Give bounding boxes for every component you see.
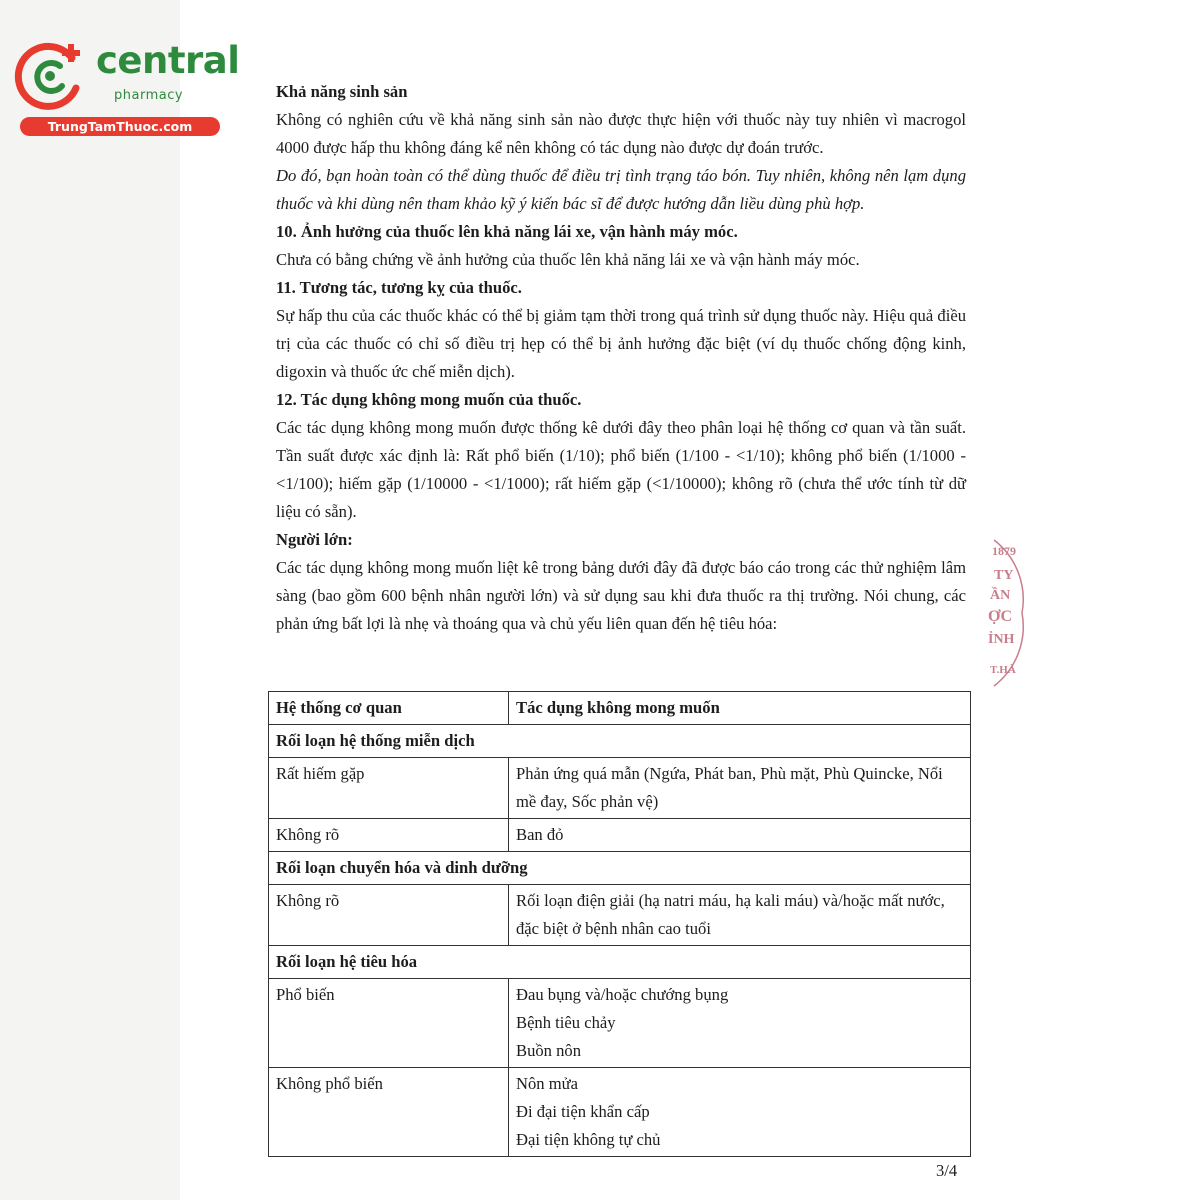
- stamp-text: ỢC: [988, 608, 1012, 625]
- interactions-heading: 11. Tương tác, tương kỵ của thuốc.: [276, 278, 522, 297]
- stamp-text: ỈNH: [988, 632, 1015, 647]
- table-header-row: [269, 692, 971, 725]
- table-group-row: [269, 946, 971, 979]
- header-organ-system: Hệ thống cơ quan: [269, 692, 509, 725]
- frequency-cell: Không rõ: [269, 885, 509, 946]
- document-content: [276, 78, 966, 638]
- effect-line: Đại tiện không tự chủ: [516, 1130, 661, 1149]
- frequency-cell: Phổ biến: [269, 979, 509, 1068]
- group-metabolism: Rối loạn chuyển hóa và dinh dưỡng: [269, 852, 971, 885]
- adverse-heading: 12. Tác dụng không mong muốn của thuốc.: [276, 390, 582, 409]
- effect-cell: [509, 885, 971, 946]
- table-row: [269, 819, 971, 852]
- effect-line: Bệnh tiêu chảy: [516, 1013, 616, 1032]
- adults-body: Các tác dụng không mong muốn liệt kê trong bảng dưới đây đã được báo cáo trong các thử nghiệm lâm sàng (bao gồm 600 bệnh nhân người lớn) và sử dụng sau khi đưa thuốc ra thị trường. Nói chung, các phản ứng bất lợi là nhẹ và thoáng qua và chủ yếu liên quan đến hệ tiêu hóa:: [276, 558, 966, 633]
- fertility-heading: Khả năng sinh sản: [276, 82, 408, 101]
- effect-cell: [509, 819, 971, 852]
- effect-cell: [509, 758, 971, 819]
- fertility-body: Không có nghiên cứu về khả năng sinh sản nào được thực hiện với thuốc này tuy nhiên vì macrogol 4000 được hấp thu không đáng kể nên không có tác dụng nào được dự đoán trước.: [276, 110, 966, 157]
- frequency-cell: Không phổ biến: [269, 1068, 509, 1157]
- adults-heading: Người lớn:: [276, 530, 353, 549]
- table-row: [269, 758, 971, 819]
- logo-brand: central: [96, 39, 240, 82]
- table-group-row: [269, 852, 971, 885]
- stamp-text: 1879: [992, 544, 1016, 558]
- frequency-cell: Không rõ: [269, 819, 509, 852]
- effect-cell: [509, 1068, 971, 1157]
- effect-line: Đi đại tiện khẩn cấp: [516, 1102, 650, 1121]
- table-row: [269, 885, 971, 946]
- fertility-italic-note: Do đó, bạn hoàn toàn có thể dùng thuốc để điều trị tình trạng táo bón. Tuy nhiên, không nên lạm dụng thuốc và khi dùng nên tham khảo kỹ ý kiến bác sĩ để được hướng dẫn liều dùng phù hợp.: [276, 166, 966, 213]
- header-adverse-effects: Tác dụng không mong muốn: [509, 692, 971, 725]
- logo-sub: pharmacy: [114, 88, 184, 103]
- table-group-row: [269, 725, 971, 758]
- adverse-body: Các tác dụng không mong muốn được thống kê dưới đây theo phân loại hệ thống cơ quan và tần suất. Tần suất được xác định là: Rất phổ biến (1/10); phổ biến (1/100 - <1/10); không phổ biến (1/1000 - <1/100); hiếm gặp (1/10000 - <1/1000); rất hiếm gặp (<1/10000); không rõ (chưa thể ước tính từ dữ liệu có sẵn).: [276, 418, 966, 521]
- interactions-body: Sự hấp thu của các thuốc khác có thể bị giảm tạm thời trong quá trình sử dụng thuốc này. Hiệu quả điều trị của các thuốc có chỉ số điều trị hẹp có thể bị ảnh hưởng đặc biệt (ví dụ thuốc chống động kinh, digoxin và thuốc ức chế miễn dịch).: [276, 306, 966, 381]
- group-immune: Rối loạn hệ thống miễn dịch: [269, 725, 971, 758]
- table-row: [269, 1068, 971, 1157]
- adverse-effects-table: [268, 691, 971, 1157]
- frequency-cell: Rất hiếm gặp: [269, 758, 509, 819]
- stamp-text: T.HÀ: [990, 664, 1016, 676]
- driving-body: Chưa có bằng chứng về ảnh hưởng của thuốc lên khả năng lái xe và vận hành máy móc.: [276, 250, 860, 269]
- stamp-text: TY: [994, 568, 1014, 583]
- logo-url[interactable]: TrungTamThuoc.com: [20, 117, 220, 136]
- central-pharmacy-logo[interactable]: [10, 36, 240, 136]
- page-number: 3/4: [936, 1161, 958, 1180]
- group-digestive: Rối loạn hệ tiêu hóa: [269, 946, 971, 979]
- company-stamp: [982, 538, 1032, 688]
- effect-line: Ban đỏ: [516, 825, 564, 844]
- effect-line: Nôn mửa: [516, 1074, 578, 1093]
- effect-line: Đau bụng và/hoặc chướng bụng: [516, 985, 729, 1004]
- effect-line: Buồn nôn: [516, 1041, 581, 1060]
- driving-heading: 10. Ảnh hưởng của thuốc lên khả năng lái xe, vận hành máy móc.: [276, 222, 738, 241]
- central-pharmacy-logo-icon: [10, 36, 88, 114]
- stamp-text: ẦN: [990, 588, 1011, 603]
- effect-cell: [509, 979, 971, 1068]
- effect-line: Phản ứng quá mẫn (Ngứa, Phát ban, Phù mặt, Phù Quincke, Nổi mề đay, Sốc phản vệ): [516, 764, 943, 811]
- effect-line: Rối loạn điện giải (hạ natri máu, hạ kali máu) và/hoặc mất nước, đặc biệt ở bệnh nhân cao tuổi: [516, 891, 945, 938]
- table-row: [269, 979, 971, 1068]
